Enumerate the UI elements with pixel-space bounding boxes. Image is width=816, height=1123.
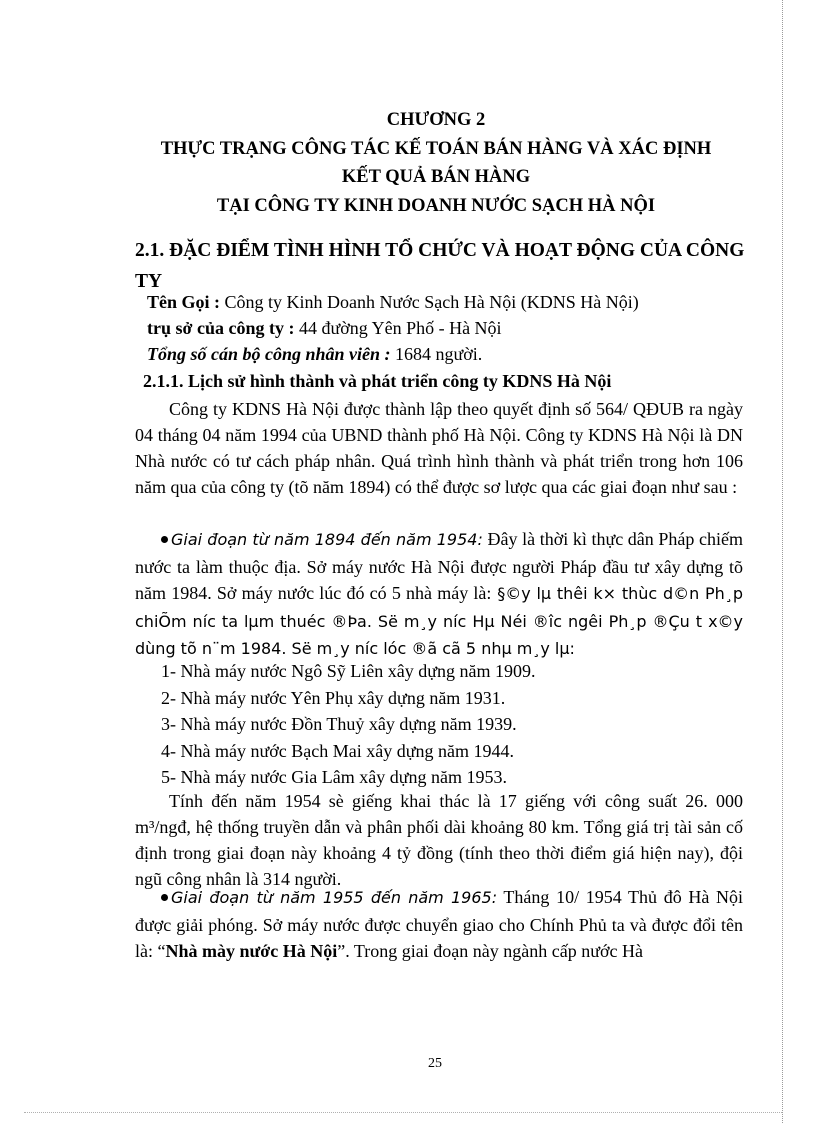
chapter-title-line-1: THỰC TRẠNG CÔNG TÁC KẾ TOÁN BÁN HÀNG VÀ XÁC ĐỊNH [160,138,712,159]
list-item: 4- Nhà máy nước Bạch Mai xây dựng năm 1944. [161,740,514,761]
period-1-garbled-text: §©y lµ thêi k× thùc d©n Ph¸p chiÕm níc ta lµm thuéc ®Þa. Së m¸y níc Hµ Néi ®îc ngêi Ph¸p ®Çu t x©y dùng tõ n¨m 1984. Së m¸y níc lóc ®ã cã 5 nhµ m¸y lµ: [135,584,743,658]
period-2-text-b: ”. Trong giai đoạn này ngành cấp nước Hà [337,941,643,961]
company-name-label: Tên Gọi : [147,292,221,312]
period-1-text: Đây là thời kì thực dân Pháp chiếm nước ta làm thuộc địa. Sở máy nước Hà Nội được người Pháp đầu tư xây dựng tõ năm 1984. Sở máy nước lúc đó có 5 nhà máy là: [135,529,744,603]
page-bottom-rule [24,1112,782,1113]
page-number: 25 [428,1056,442,1071]
staff-count-value: 1684 người. [395,344,483,364]
company-name-line [147,292,639,313]
period-2-text-a: Tháng 10/ 1954 Thủ đô Hà Nội được giải phóng. Sở máy nước được chuyển giao cho Chính Phủ ta và được đổi tên là: “ [135,887,743,961]
headquarters-value: 44 đường Yên Phố - Hà Nội [298,318,502,338]
stats-paragraph [135,788,743,892]
subsection-heading: 2.1.1. Lịch sử hình thành và phát triển công ty KDNS Hà Nội [143,371,612,391]
headquarters-line [147,318,502,339]
staff-count-label: Tổng số cán bộ công nhân viên : [147,344,391,364]
plant-list [161,658,535,791]
stats-text: Tính đến năm 1954 sè giếng khai thác là 17 giếng với công suất 26. 000 m³/ngđ, hệ thống truyền dẫn và phân phối dài khoảng 80 km. Tổng giá trị tài sản cố định trong giai đoạn này khoảng 4 tỷ đồng (tính theo thời điểm giá hiện nay), đội ngũ công nhân là 314 người. [135,791,743,889]
period-1-title: Giai đoạn từ năm 1894 đến năm 1954: [171,530,483,549]
company-name-value: Công ty Kinh Doanh Nước Sạch Hà Nội (KDNS Hà Nội) [224,292,639,312]
chapter-label: CHƯƠNG 2 [386,110,486,130]
list-item: 1- Nhà máy nước Ngô Sỹ Liên xây dựng năm 1909. [161,661,536,681]
bullet-icon [161,894,168,901]
list-item: 2- Nhà máy nước Yên Phụ xây dựng năm 1931. [161,687,506,708]
section-heading: 2.1. ĐẶC ĐIỂM TÌNH HÌNH TỔ CHỨC VÀ HOẠT ĐỘNG CỦA CÔNG TY [135,240,745,292]
headquarters-label: trụ sở của công ty : [147,318,295,338]
list-item: 3- Nhà máy nước Đồn Thuỷ xây dựng năm 1939. [161,714,517,735]
intro-text: Công ty KDNS Hà Nội được thành lập theo quyết định số 564/ QĐUB ra ngày 04 tháng 04 năm 1994 của UBND thành phố Hà Nội. Công ty KDNS Hà Nội là DN Nhà nước có tư cách pháp nhân. Quá trình hình thành và phát triển trong hơn 106 năm qua của công ty (tõ năm 1894) có thể được sơ lược qua các giai đoạn như sau : [135,399,743,497]
bullet-icon [161,536,168,543]
chapter-title-block [0,106,816,220]
period-1-paragraph [135,526,743,663]
chapter-title-line-2: KẾT QUẢ BÁN HÀNG [341,167,531,187]
period-2-title: Giai đoạn từ năm 1955 đến năm 1965: [171,888,498,907]
intro-paragraph [135,396,743,500]
staff-count-line [147,344,482,365]
list-item: 5- Nhà máy nước Gia Lâm xây dựng năm 1953. [161,767,507,788]
chapter-title-line-3: TẠI CÔNG TY KINH DOANH NƯỚC SẠCH HÀ NỘI [216,195,656,216]
period-2-bold-name: Nhà mày nước Hà Nội [165,941,338,961]
period-2-paragraph [135,884,743,965]
